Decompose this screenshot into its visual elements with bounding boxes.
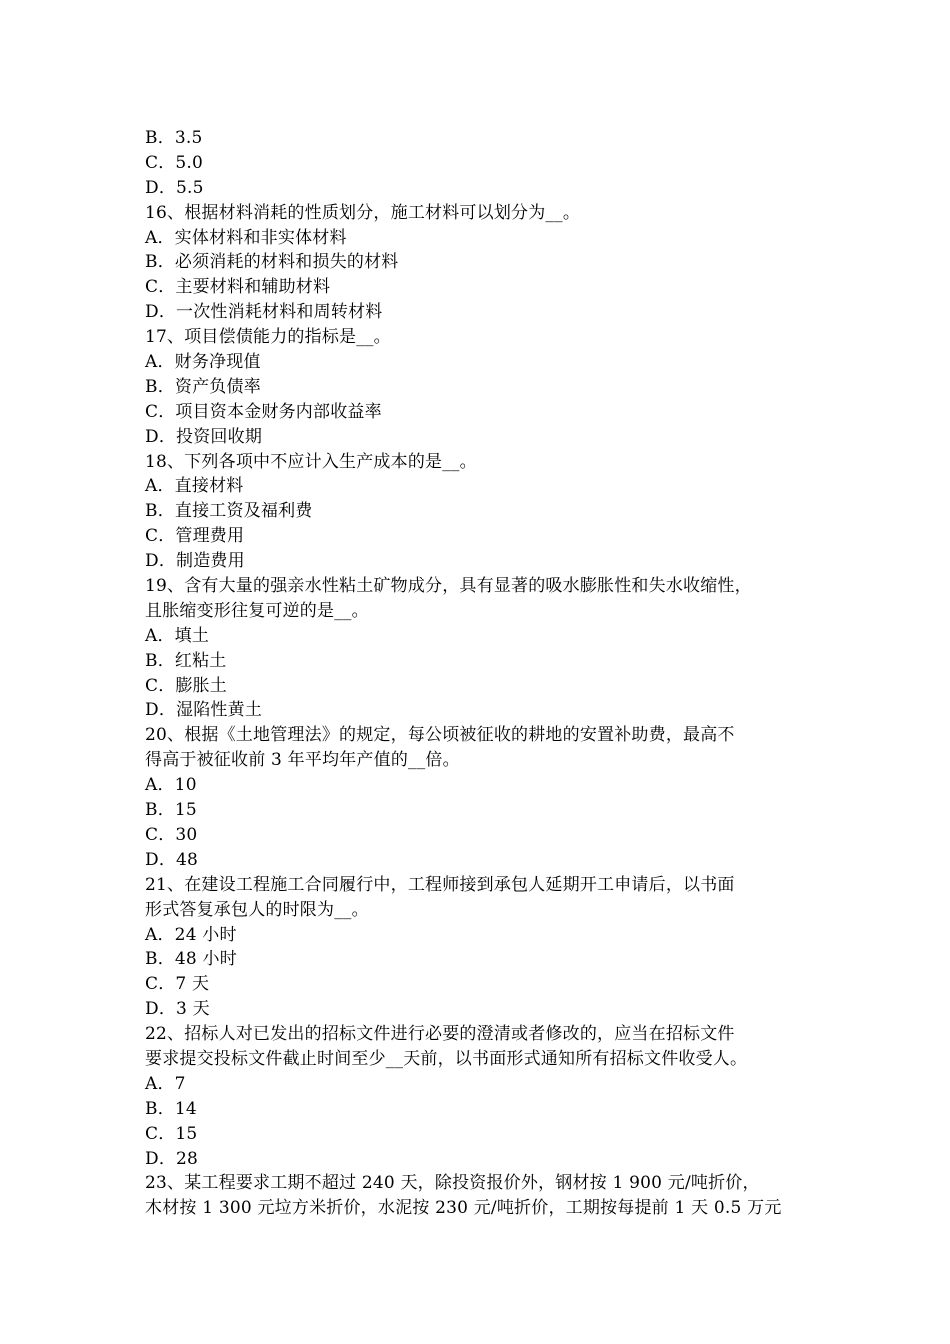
option-b-line: B．3.5: [145, 128, 203, 148]
q19-option-a: A．填土: [145, 625, 210, 646]
q22-option-b: B．14: [145, 1098, 197, 1119]
option-c-line: C．5.0: [145, 152, 204, 173]
q21-option-d: D．3 天: [145, 999, 210, 1020]
q21-option-b: B．48 小时: [145, 949, 237, 970]
question-20-line-2: 得高于被征收前 3 年平均年产值的__倍。: [145, 750, 460, 771]
question-20-line-1: 20、根据《土地管理法》的规定，每公顷被征收的耕地的安置补助费，最高不: [145, 725, 735, 746]
q18-option-a: A．直接材料: [145, 476, 244, 497]
q17-option-c: C．项目资本金财务内部收益率: [145, 401, 382, 422]
q22-option-a: A．7: [145, 1073, 186, 1094]
q16-option-c: C．主要材料和辅助材料: [145, 277, 331, 298]
q21-option-c: C．7 天: [145, 974, 210, 995]
q21-option-a: A．24 小时: [145, 924, 237, 945]
document-body: [145, 126, 825, 1221]
q17-option-a: A．财务净现值: [145, 352, 261, 373]
q17-option-d: D．投资回收期: [145, 426, 263, 447]
q16-option-b: B．必须消耗的材料和损失的材料: [145, 252, 399, 273]
q19-option-c: C．膨胀土: [145, 675, 228, 696]
question-21-line-1: 21、在建设工程施工合同履行中，工程师接到承包人延期开工申请后，以书面: [145, 874, 735, 895]
q22-option-c: C．15: [145, 1123, 198, 1144]
q19-option-d: D．湿陷性黄土: [145, 700, 263, 721]
q17-option-b: B．资产负债率: [145, 376, 261, 397]
q18-option-b: B．直接工资及福利费: [145, 501, 313, 522]
question-18: 18、下列各项中不应计入生产成本的是__。: [145, 451, 477, 472]
question-16: 16、根据材料消耗的性质划分，施工材料可以划分为__。: [145, 202, 581, 223]
question-22-line-1: 22、招标人对已发出的招标文件进行必要的澄清或者修改的，应当在招标文件: [145, 1024, 735, 1045]
q20-option-a: A．10: [145, 775, 197, 796]
q20-option-d: D．48: [145, 849, 199, 870]
q20-option-c: C．30: [145, 824, 198, 845]
question-19-line-1: 19、含有大量的强亲水性粘土矿物成分，具有显著的吸水膨胀性和失水收缩性，: [145, 576, 752, 597]
q16-option-a: A．实体材料和非实体材料: [145, 227, 347, 248]
q18-option-d: D．制造费用: [145, 551, 245, 572]
option-d-line: D．5.5: [145, 177, 204, 198]
q22-option-d: D．28: [145, 1148, 199, 1169]
question-19-line-2: 且胀缩变形往复可逆的是__。: [145, 600, 369, 621]
q16-option-d: D．一次性消耗材料和周转材料: [145, 302, 383, 323]
question-22-line-2: 要求提交投标文件截止时间至少__天前，以书面形式通知所有招标文件收受人。: [145, 1048, 748, 1069]
q18-option-c: C．管理费用: [145, 526, 245, 547]
q20-option-b: B．15: [145, 800, 197, 821]
question-23-line-1: 23、某工程要求工期不超过 240 天，除投资报价外，钢材按 1 900 元/吨折价，: [145, 1173, 760, 1194]
question-17: 17、项目偿债能力的指标是__。: [145, 327, 391, 348]
question-21-line-2: 形式答复承包人的时限为__。: [145, 899, 369, 920]
question-23-line-2: 木材按 1 300 元垃方米折价，水泥按 230 元/吨折价，工期按每提前 1 天 0.5 万元: [145, 1198, 782, 1219]
q19-option-b: B．红粘土: [145, 650, 227, 671]
